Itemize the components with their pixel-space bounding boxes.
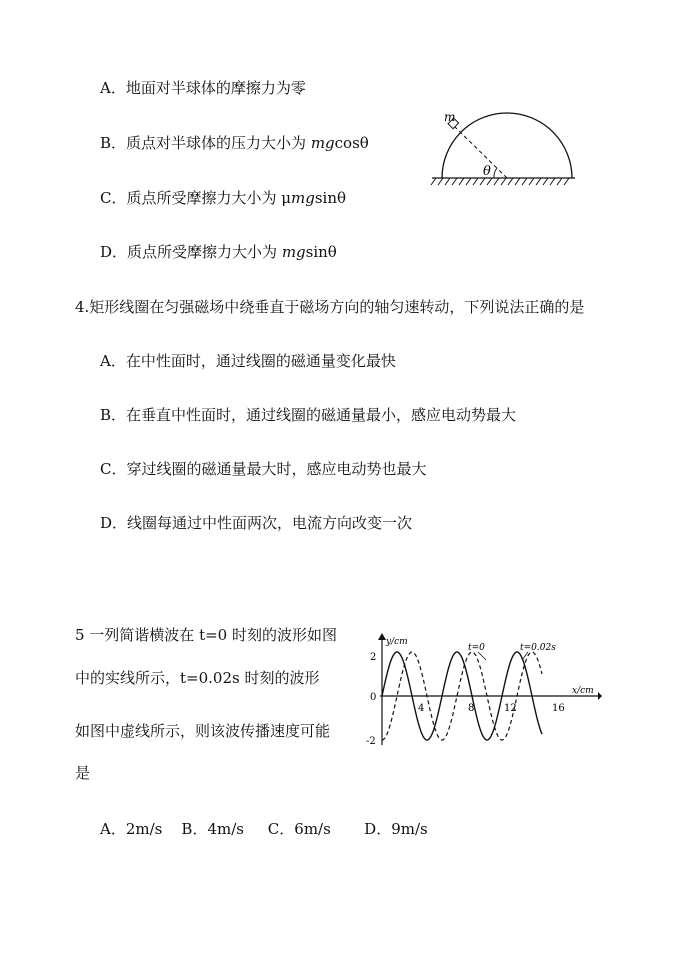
x-tick-label: 16 <box>552 703 565 714</box>
q4-option-b <box>100 405 516 425</box>
x-axis-arrow <box>598 692 602 700</box>
option-text: 在垂直中性面时，通过线圈的磁通量最小，感应电动势最大 <box>126 406 517 424</box>
option-letter: A． <box>100 352 126 370</box>
math-mg: mg <box>281 243 306 261</box>
option-text: 地面对半球体的摩擦力为零 <box>125 79 306 97</box>
y-tick-label: 2 <box>370 652 377 663</box>
q4-option-c <box>100 459 427 479</box>
y-tick-label: 0 <box>370 692 377 703</box>
math-suffix: sinθ <box>305 243 337 261</box>
q5-stem-line-3: 如图中虚线所示，则该波传播速度可能 <box>75 722 331 740</box>
y-axis-arrow <box>378 633 386 640</box>
angle-arc <box>494 168 497 178</box>
wave-figure <box>362 630 602 750</box>
option-text: 线圈每通过中性面两次，电流方向改变一次 <box>127 514 413 532</box>
math-suffix: cosθ <box>334 134 369 152</box>
option-text: 在中性面时，通过线圈的磁通量变化最快 <box>125 352 396 370</box>
q4-option-d <box>100 513 412 533</box>
q5-stem-line-2: 中的实线所示，t=0.02s 时刻的波形 <box>75 669 320 687</box>
math-suffix: sinθ <box>314 189 347 207</box>
solid-label-leader <box>478 652 486 660</box>
option-text: 质点对半球体的压力大小为 <box>126 134 311 152</box>
x-axis-label: x/cm <box>572 686 594 696</box>
dashed-curve-label: t=0.02s <box>520 643 556 653</box>
x-tick-label: 4 <box>418 703 425 714</box>
x-tick-label: 12 <box>504 703 517 714</box>
option-letter: C． <box>100 189 127 207</box>
math-mg: mg <box>310 134 335 152</box>
q5-stem-line-4: 是 <box>75 764 91 782</box>
option-text: 穿过线圈的磁通量最大时，感应电动势也最大 <box>126 460 427 478</box>
x-tick-label: 8 <box>468 703 475 714</box>
option-letter: A． <box>100 79 126 97</box>
y-tick-label: -2 <box>366 736 376 747</box>
option-letter: D． <box>100 243 128 261</box>
q4-option-a <box>100 351 396 371</box>
option-letter: B． <box>100 406 127 424</box>
dashed-label-leader <box>522 652 528 660</box>
option-letter: C． <box>100 460 127 478</box>
ground-hatch <box>431 178 569 185</box>
q5-options: A．2m/s B．4m/s C．6m/s D．9m/s <box>100 820 428 838</box>
solid-curve-label: t=0 <box>468 643 485 653</box>
q3-option-a <box>100 78 306 98</box>
option-letter: D． <box>100 514 128 532</box>
option-text: 质点所受摩擦力大小为 <box>127 243 282 261</box>
angle-label: θ <box>483 164 491 179</box>
y-axis-label: y/cm <box>386 637 408 647</box>
q5-stem-line-1: 5 一列简谐横波在 t=0 时刻的波形如图 <box>75 626 337 644</box>
q3-option-d <box>100 242 337 262</box>
math-mg: mg <box>291 189 315 207</box>
mass-label: m <box>444 110 456 124</box>
q4-stem: 4.矩形线圈在匀强磁场中绕垂直于磁场方向的轴匀速转动，下列说法正确的是 <box>75 298 585 316</box>
option-text: 质点所受摩擦力大小为 μ <box>126 189 292 207</box>
hemisphere-arc <box>442 113 572 178</box>
radius-dashed <box>454 126 507 178</box>
hemisphere-figure <box>430 108 575 186</box>
option-letter: B． <box>100 134 127 152</box>
q3-option-b <box>100 133 369 153</box>
q3-option-c <box>100 188 346 208</box>
